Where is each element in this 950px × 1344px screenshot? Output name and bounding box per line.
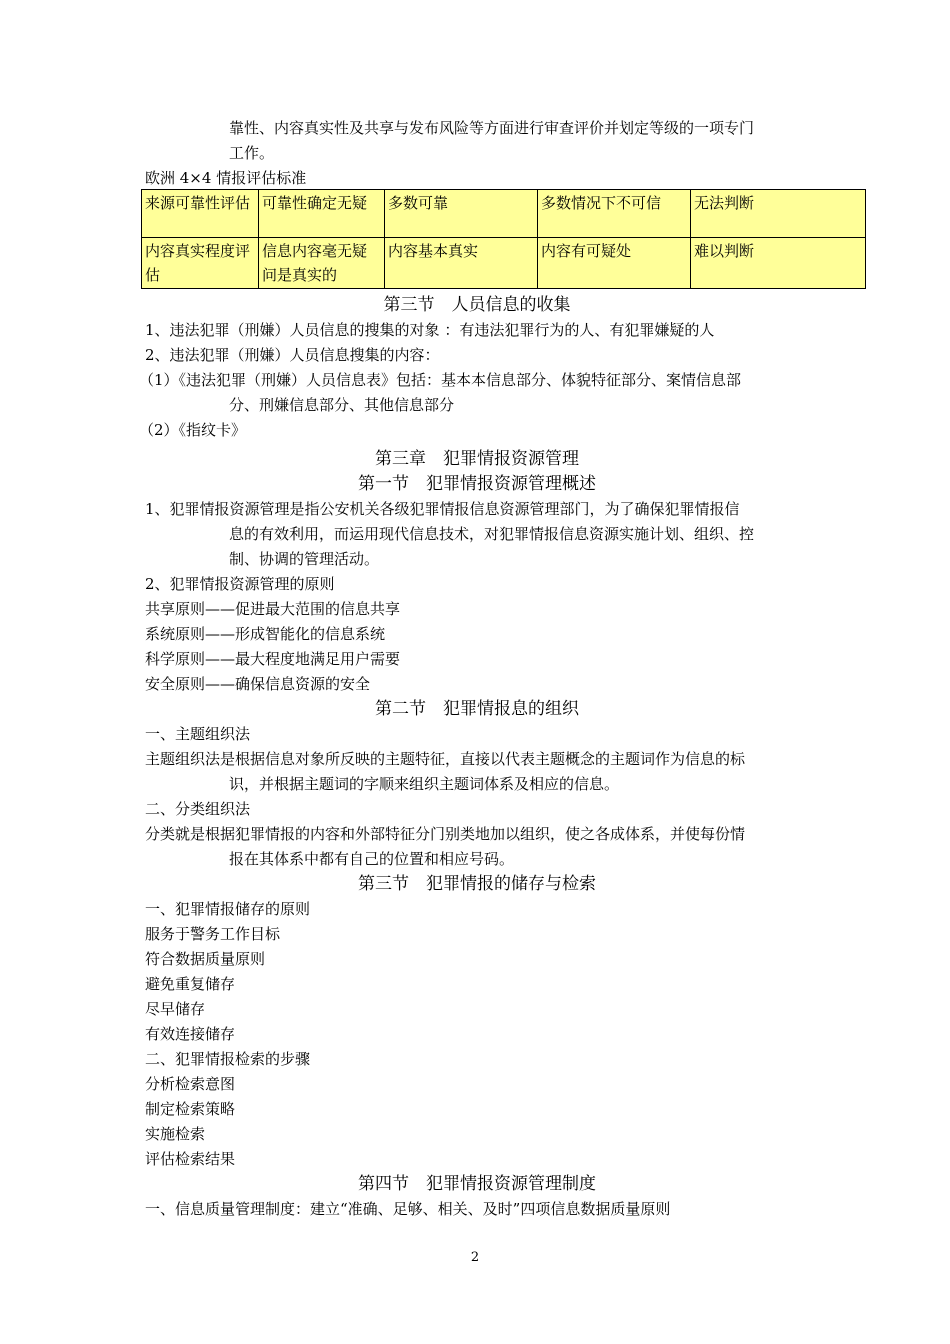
main-body bbox=[139, 293, 809, 1222]
table-cell: 内容有可疑处 bbox=[538, 238, 691, 289]
table-cell: 内容基本真实 bbox=[385, 238, 538, 289]
paragraph: 报在其体系中都有自己的位置和相应号码。 bbox=[229, 850, 515, 868]
table-cell: 多数情况下不可信 bbox=[538, 190, 691, 238]
table-caption: 欧洲 4×4 情报评估标准 bbox=[145, 169, 307, 187]
paragraph: 1、违法犯罪（刑嫌）人员信息的搜集的对象 ：有违法犯罪行为的人、有犯罪嫌疑的人 bbox=[145, 321, 715, 339]
table-cell: 可靠性确定无疑 bbox=[259, 190, 385, 238]
paragraph: 2、违法犯罪（刑嫌）人员信息搜集的内容： bbox=[145, 346, 440, 364]
list-item: 有效连接储存 bbox=[145, 1025, 236, 1043]
list-item: 尽早储存 bbox=[145, 1000, 206, 1018]
list-item: 服务于警务工作目标 bbox=[145, 925, 281, 943]
section-heading: 第三节 犯罪情报的储存与检索 bbox=[358, 874, 596, 894]
table-cell: 信息内容毫无疑问是真实的 bbox=[259, 238, 385, 289]
paragraph: 2、犯罪情报资源管理的原则 bbox=[145, 575, 335, 593]
section-heading: 第二节 犯罪情报息的组织 bbox=[375, 699, 579, 719]
paragraph: （1）《违法犯罪（刑嫌）人员信息表》包括：基本本信息部分、体貌特征部分、案情信息部 bbox=[139, 371, 742, 389]
intro-line: 工作。 bbox=[229, 144, 275, 162]
paragraph: 主题组织法是根据信息对象所反映的主题特征，直接以代表主题概念的主题词作为信息的标 bbox=[145, 750, 746, 768]
subheading: 二、犯罪情报检索的步骤 bbox=[145, 1050, 311, 1068]
table-cell: 多数可靠 bbox=[385, 190, 538, 238]
paragraph: 1、犯罪情报资源管理是指公安机关各级犯罪情报信息资源管理部门，为了确保犯罪情报信 bbox=[145, 500, 740, 518]
list-item: 分析检索意图 bbox=[145, 1075, 236, 1093]
table-cell: 无法判断 bbox=[691, 190, 866, 238]
table-cell: 内容真实程度评估 bbox=[142, 238, 259, 289]
principle-item: 科学原则——最大程度地满足用户需要 bbox=[145, 650, 401, 668]
section-heading: 第四节 犯罪情报资源管理制度 bbox=[358, 1174, 596, 1194]
principle-item: 共享原则——促进最大范围的信息共享 bbox=[145, 600, 401, 618]
intro-line: 靠性、内容真实性及共享与发布风险等方面进行审查评价并划定等级的一项专门 bbox=[229, 119, 755, 137]
list-item: 制定检索策略 bbox=[145, 1100, 236, 1118]
paragraph: 制、协调的管理活动。 bbox=[229, 550, 380, 568]
principle-item: 安全原则——确保信息资源的安全 bbox=[145, 675, 371, 693]
page-number: 2 bbox=[470, 1250, 480, 1265]
table-row bbox=[142, 190, 866, 238]
list-item: 避免重复储存 bbox=[145, 975, 236, 993]
paragraph: 分类就是根据犯罪情报的内容和外部特征分门别类地加以组织，使之各成体系，并使每份情 bbox=[145, 825, 746, 843]
table-row bbox=[142, 238, 866, 289]
paragraph: 息的有效利用，而运用现代信息技术，对犯罪情报信息资源实施计划、组织、控 bbox=[229, 525, 755, 543]
paragraph: 一、信息质量管理制度：建立“准确、足够、相关、及时”四项信息数据质量原则 bbox=[145, 1200, 671, 1218]
paragraph: 分、刑嫌信息部分、其他信息部分 bbox=[229, 396, 455, 414]
subheading: 一、主题组织法 bbox=[145, 725, 251, 743]
table-cell: 难以判断 bbox=[691, 238, 866, 289]
paragraph: （2）《指纹卡》 bbox=[139, 421, 247, 439]
subheading: 二、分类组织法 bbox=[145, 800, 251, 818]
section-heading: 第三节 人员信息的收集 bbox=[383, 295, 571, 315]
list-item: 符合数据质量原则 bbox=[145, 950, 266, 968]
principle-item: 系统原则——形成智能化的信息系统 bbox=[145, 625, 386, 643]
paragraph: 识，并根据主题词的字顺来组织主题词体系及相应的信息。 bbox=[229, 775, 620, 793]
subheading: 一、犯罪情报储存的原则 bbox=[145, 900, 311, 918]
evaluation-table bbox=[141, 189, 866, 289]
list-item: 评估检索结果 bbox=[145, 1150, 236, 1168]
list-item: 实施检索 bbox=[145, 1125, 206, 1143]
table-cell: 来源可靠性评估 bbox=[142, 190, 259, 238]
section-heading: 第一节 犯罪情报资源管理概述 bbox=[358, 474, 596, 494]
chapter-heading: 第三章 犯罪情报资源管理 bbox=[375, 449, 579, 469]
intro-block bbox=[145, 116, 809, 191]
